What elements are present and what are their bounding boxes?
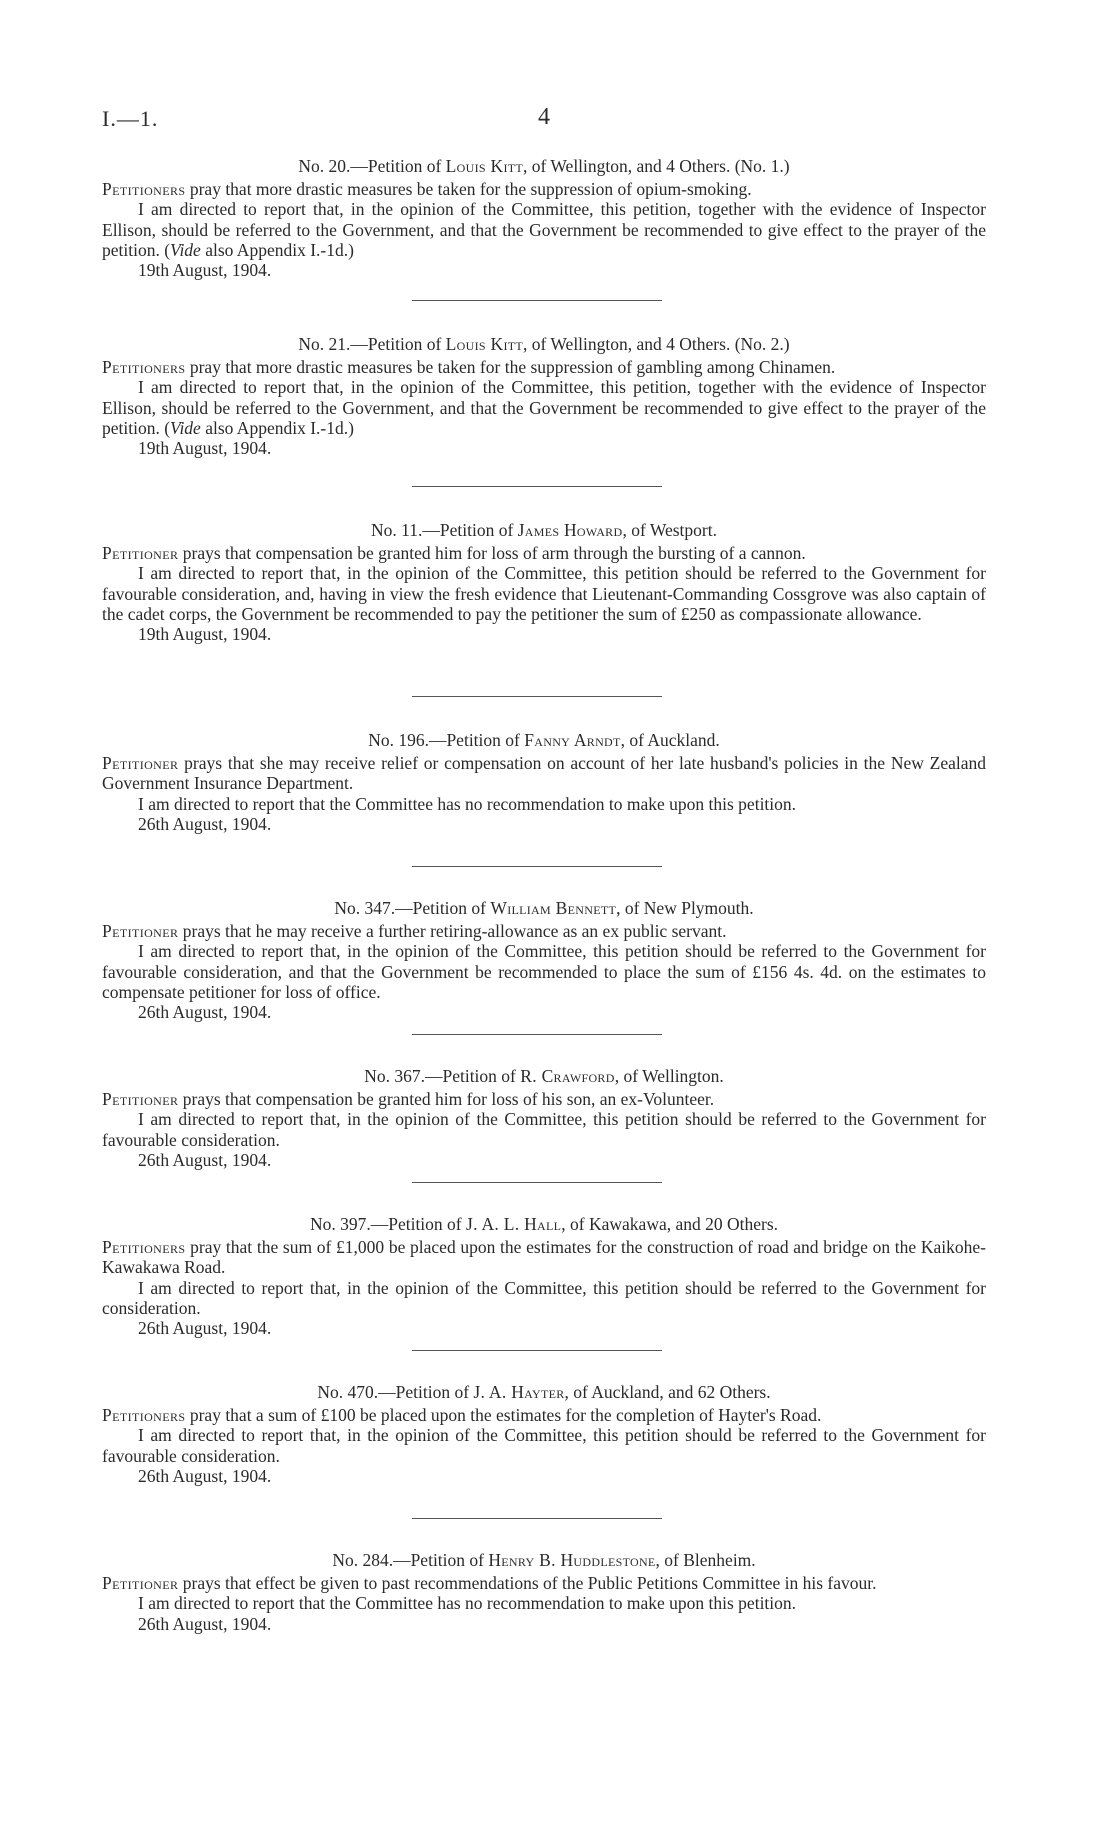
petition-entry: [102, 730, 986, 834]
committee-report: I am directed to report that, in the opinion of the Committee, this petition should be referred to the Government for consideration.: [102, 1277, 986, 1318]
report-date: 19th August, 1904.: [138, 624, 272, 645]
petition-title: No. 367.—Petition of R. Crawford, of Wellington.: [364, 1066, 724, 1086]
petitioner-name: Henry B. Huddlestone: [488, 1550, 656, 1570]
petition-title: No. 347.—Petition of William Bennett, of New Plymouth.: [334, 898, 754, 918]
committee-report: I am directed to report that, in the opinion of the Committee, this petition should be referred to the Government for favourable consideration, and that the Government be recommended to place the sum of £156 4s. 4d. on the estimates to compensate petitioner for loss of office.: [102, 941, 986, 1002]
petition-title: No. 21.—Petition of Louis Kitt, of Wellington, and 4 Others. (No. 2.): [298, 334, 790, 354]
committee-report: I am directed to report that, in the opinion of the Committee, this petition should be referred to the Government for favourable consideration, and, having in view the fresh evidence that Lieutenant-Commanding Cossgrove was also captain of the cadet corps, the Government be recommended to pay the petitioner the sum of £250 as compassionate allowance.: [102, 563, 986, 624]
section-divider: [412, 696, 662, 697]
petition-prayer: Petitioners pray that more drastic measures be taken for the suppression of opium-smoking.: [102, 179, 752, 200]
petition-prayer: Petitioner prays that compensation be granted him for loss of his son, an ex-Volunteer.: [102, 1089, 715, 1110]
petitioner-name: Louis Kitt: [445, 334, 524, 354]
petitioner-name: James Howard: [517, 520, 623, 540]
section-divider: [412, 1518, 662, 1519]
petitioner-name: J. A. L. Hall: [466, 1214, 562, 1234]
petition-prayer: Petitioners pray that a sum of £100 be placed upon the estimates for the completion of Hayter's Road.: [102, 1405, 822, 1426]
petition-entry: [102, 1214, 986, 1338]
petition-title: No. 11.—Petition of James Howard, of Westport.: [371, 520, 717, 540]
report-date: 26th August, 1904.: [138, 1465, 272, 1486]
petition-prayer: Petitioner prays that effect be given to past recommendations of the Public Petitions Committee in his favour.: [102, 1573, 877, 1594]
committee-report: I am directed to report that the Committee has no recommendation to make upon this petition.: [138, 1593, 797, 1614]
petition-title: No. 20.—Petition of Louis Kitt, of Wellington, and 4 Others. (No. 1.): [298, 156, 790, 176]
report-date: 19th August, 1904.: [138, 438, 272, 459]
petition-title: No. 196.—Petition of Fanny Arndt, of Auckland.: [368, 730, 720, 750]
petition-prayer: Petitioners pray that the sum of £1,000 be placed upon the estimates for the construction of road and bridge on the Kaikohe-Kawakawa Road.: [102, 1237, 986, 1278]
petition-title: No. 470.—Petition of J. A. Hayter, of Auckland, and 62 Others.: [317, 1382, 771, 1402]
petition-entry: [102, 156, 986, 280]
report-date: 26th August, 1904.: [138, 1318, 272, 1339]
committee-report: I am directed to report that, in the opinion of the Committee, this petition should be referred to the Government for favourable consideration.: [102, 1425, 986, 1466]
committee-report: I am directed to report that, in the opinion of the Committee, this petition should be referred to the Government for favourable consideration.: [102, 1109, 986, 1150]
petitioner-name: Fanny Arndt: [524, 730, 621, 750]
petition-title: No. 397.—Petition of J. A. L. Hall, of Kawakawa, and 20 Others.: [309, 1214, 779, 1234]
report-date: 26th August, 1904.: [138, 813, 272, 834]
petition-prayer: Petitioner prays that compensation be granted him for loss of arm through the bursting of a cannon.: [102, 543, 806, 564]
section-divider: [412, 300, 662, 301]
petition-entry: [102, 1382, 986, 1486]
petition-entry: [102, 520, 986, 644]
petition-prayer: Petitioner prays that she may receive relief or compensation on account of her late husband's policies in the New Zealand Government Insurance Department.: [102, 753, 986, 794]
petitioner-name: William Bennett: [490, 898, 617, 918]
section-divider: [412, 1034, 662, 1035]
document-reference: I.—1.: [102, 106, 159, 131]
petition-title: No. 284.—Petition of Henry B. Huddlestone, of Blenheim.: [332, 1550, 756, 1570]
petition-prayer: Petitioners pray that more drastic measures be taken for the suppression of gambling among Chinamen.: [102, 357, 836, 378]
petitioner-name: R. Crawford: [520, 1066, 615, 1086]
petitioner-name: Louis Kitt: [445, 156, 524, 176]
petition-entry: [102, 334, 986, 458]
report-date: 26th August, 1904.: [138, 1002, 272, 1023]
page-number: 4: [538, 104, 550, 130]
report-date: 26th August, 1904.: [138, 1149, 272, 1170]
petition-entry: [102, 898, 986, 1022]
committee-report: I am directed to report that, in the opinion of the Committee, this petition, together with the evidence of Inspector Ellison, should be referred to the Government, and that the Government be recommended to give effect to the prayer of the petition. (Vide also Appendix I.-1d.): [102, 199, 986, 260]
petition-entry: [102, 1066, 986, 1170]
section-divider: [412, 486, 662, 487]
report-date: 19th August, 1904.: [138, 260, 272, 281]
petitioner-name: J. A. Hayter: [473, 1382, 565, 1402]
section-divider: [412, 1350, 662, 1351]
petition-entry: [102, 1550, 986, 1634]
section-divider: [412, 1182, 662, 1183]
committee-report: I am directed to report that the Committee has no recommendation to make upon this petition.: [138, 793, 797, 814]
report-date: 26th August, 1904.: [138, 1613, 272, 1634]
petition-prayer: Petitioner prays that he may receive a further retiring-allowance as an ex public servant.: [102, 921, 727, 942]
committee-report: I am directed to report that, in the opinion of the Committee, this petition, together with the evidence of Inspector Ellison, should be referred to the Government, and that the Government be recommended to give effect to the prayer of the petition. (Vide also Appendix I.-1d.): [102, 377, 986, 438]
section-divider: [412, 866, 662, 867]
